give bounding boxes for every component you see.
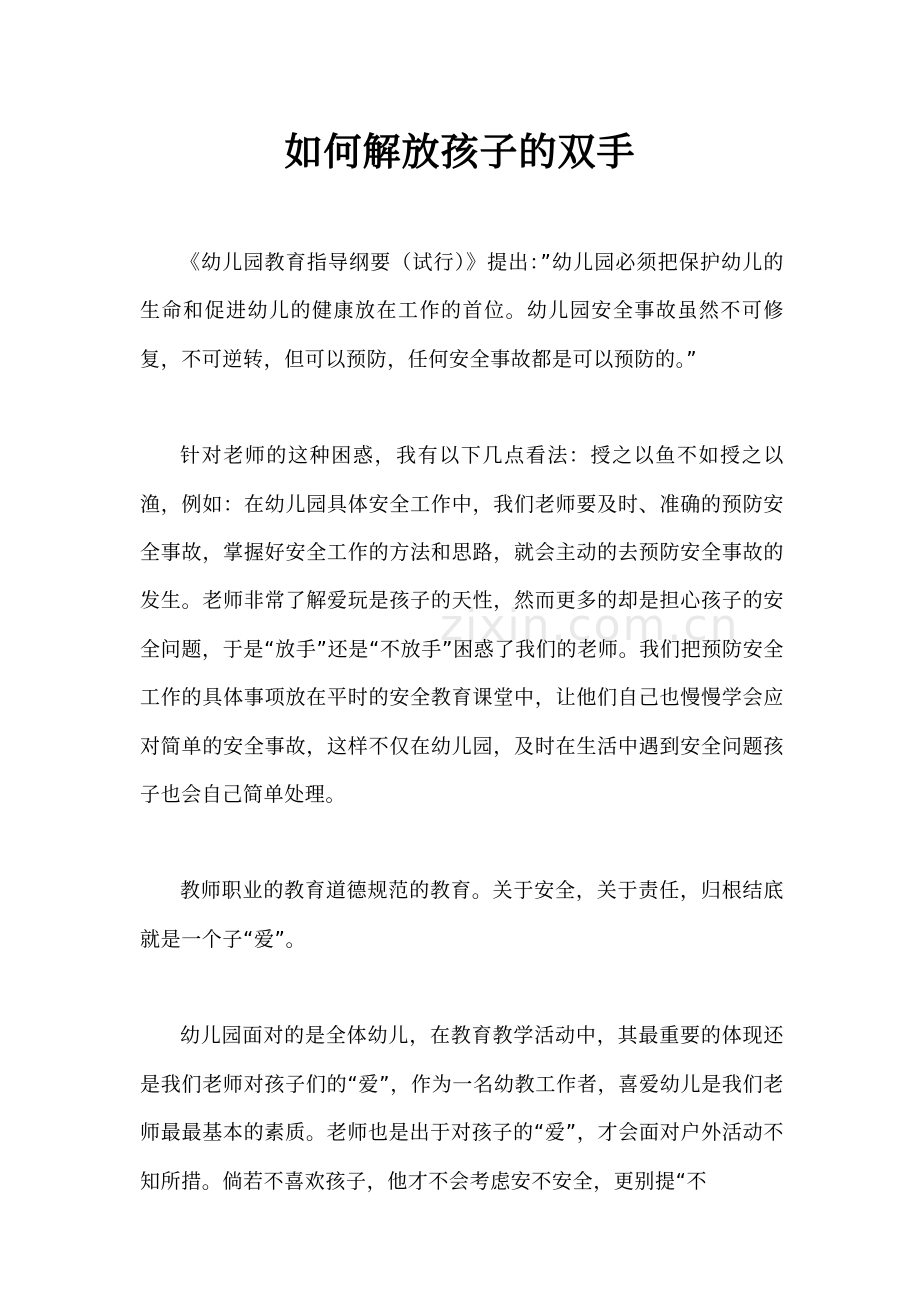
paragraph-4: 幼儿园面对的是全体幼儿，在教育教学活动中，其最重要的体现还是我们老师对孩子们的“爱”，作为一名幼教工作者，喜爱幼儿是我们老师最最基本的素质。老师也是出于对孩子的“爱”，才会面对户外活动不知所措。倘若不喜欢孩子，他才不会考虑安不安全，更别提“不: [140, 1023, 785, 1193]
watermark: zixin.com.cn: [440, 600, 740, 651]
document-body: [140, 238, 784, 1205]
document-title: 如何解放孩子的双手: [284, 130, 636, 174]
paragraph-1: 《幼儿园教育指导纲要（试行）》提出：”幼儿园必须把保护幼儿的生命和促进幼儿的健康放在工作的首位。幼儿园安全事故虽然不可修复，不可逆转，但可以预防，任何安全事故都是可以预防的。”: [140, 250, 784, 371]
paragraph-3: 教师职业的教育道德规范的教育。关于安全，关于责任，归根结底就是一个子“爱”。: [140, 878, 784, 951]
paragraph-2: 针对老师的这种困惑，我有以下几点看法：授之以鱼不如授之以渔，例如：在幼儿园具体安全工作中，我们老师要及时、准确的预防安全事故，掌握好安全工作的方法和思路，就会主动的去预防安全事故的发生。老师非常了解爱玩是孩子的天性，然而更多的却是担心孩子的安全问题，于是“放手”还是“不放手”困惑了我们的老师。我们把预防安全工作的具体事项放在平时的安全教育课堂中，让他们自己也慢慢学会应对简单的安全事故，这样不仅在幼儿园，及时在生活中遇到安全问题孩子也会自己简单处理。: [140, 443, 784, 807]
